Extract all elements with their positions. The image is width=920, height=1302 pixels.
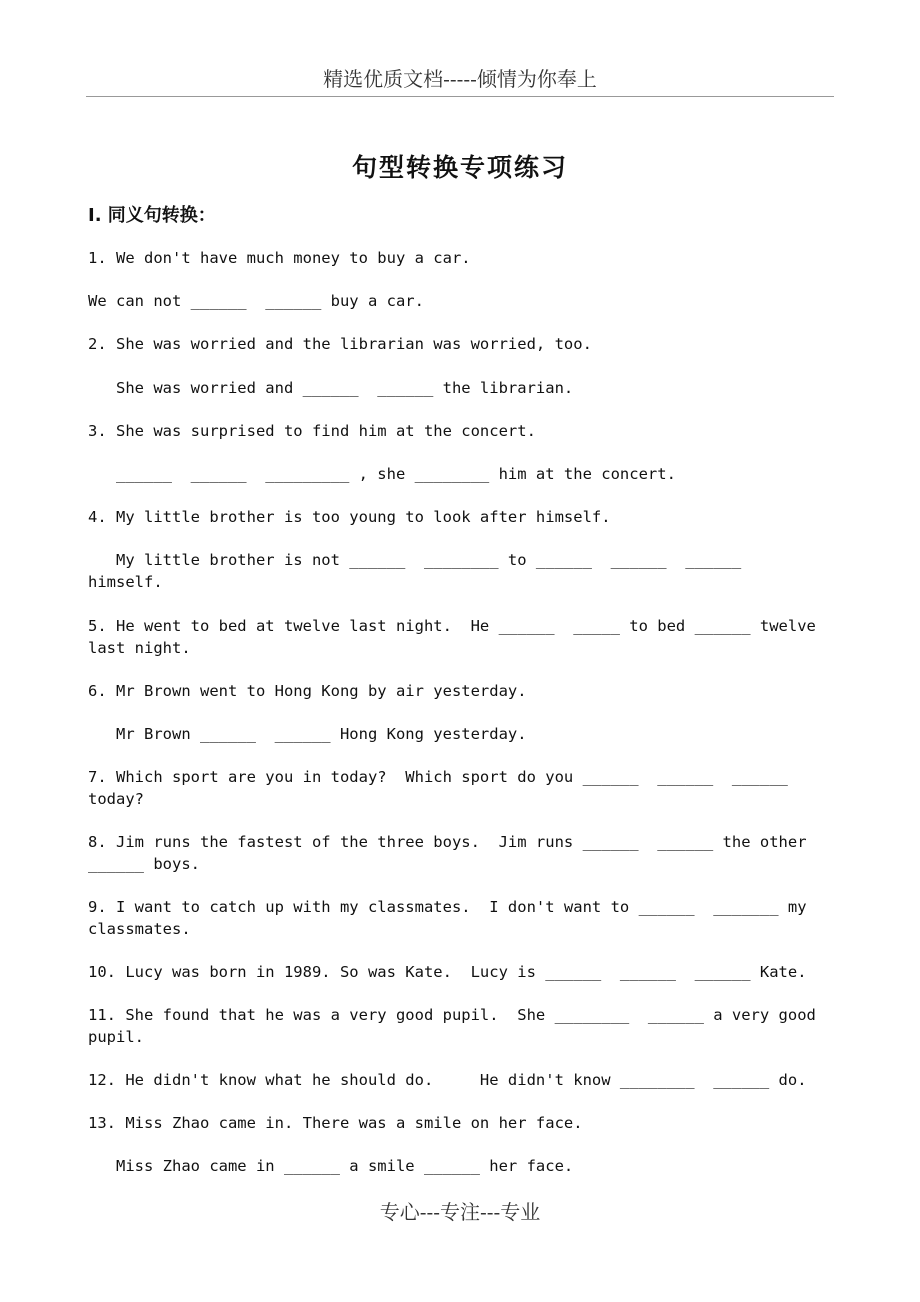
exercise-line: 6. Mr Brown went to Hong Kong by air yesterday. [88, 682, 527, 700]
exercise-line: ______ ______ _________ , she ________ him at the concert. [88, 465, 676, 483]
exercise-line: 3. She was surprised to find him at the concert. [88, 422, 536, 440]
exercise-line: 13. Miss Zhao came in. There was a smile on her face. [88, 1114, 583, 1132]
exercise-line: She was worried and ______ ______ the librarian. [88, 379, 574, 397]
exercise-line: Mr Brown ______ ______ Hong Kong yesterday. [88, 725, 527, 743]
exercise-line: ______ boys. [88, 855, 200, 873]
exercise-line: 4. My little brother is too young to look after himself. [88, 508, 611, 526]
exercise-line: pupil. [88, 1028, 144, 1046]
page-footer: 专心---专注---专业 [379, 1200, 541, 1224]
exercise-line: 1. We don't have much money to buy a car. [88, 249, 471, 267]
exercise-line: 8. Jim runs the fastest of the three boys. Jim runs ______ ______ the other [88, 833, 807, 851]
exercise-line: 9. I want to catch up with my classmates. I don't want to ______ _______ my [88, 898, 807, 916]
exercise-line: Miss Zhao came in ______ a smile ______ her face. [88, 1157, 574, 1175]
exercise-line: 10. Lucy was born in 1989. So was Kate. Lucy is ______ ______ ______ Kate. [88, 963, 807, 981]
document-title: 句型转换专项练习 [351, 153, 568, 182]
exercise-line: We can not ______ ______ buy a car. [88, 292, 424, 310]
exercise-line: 7. Which sport are you in today? Which sport do you ______ ______ ______ [88, 768, 788, 786]
exercise-line: classmates. [88, 920, 191, 938]
exercise-line: 12. He didn't know what he should do. He didn't know ________ ______ do. [88, 1071, 807, 1089]
exercise-line: 11. She found that he was a very good pupil. She ________ ______ a very good [88, 1006, 816, 1024]
exercise-line: My little brother is not ______ ________ to ______ ______ ______ [88, 551, 742, 569]
section-heading: I. 同义句转换： [88, 205, 216, 226]
exercise-line: himself. [88, 573, 163, 591]
exercise-line: 2. She was worried and the librarian was worried, too. [88, 335, 592, 353]
exercise-line: 5. He went to bed at twelve last night. He ______ _____ to bed ______ twelve [88, 617, 816, 635]
exercise-line: today? [88, 790, 144, 808]
page-header: 精选优质文档-----倾情为你奉上 [86, 62, 834, 97]
exercise-line: last night. [88, 639, 191, 657]
